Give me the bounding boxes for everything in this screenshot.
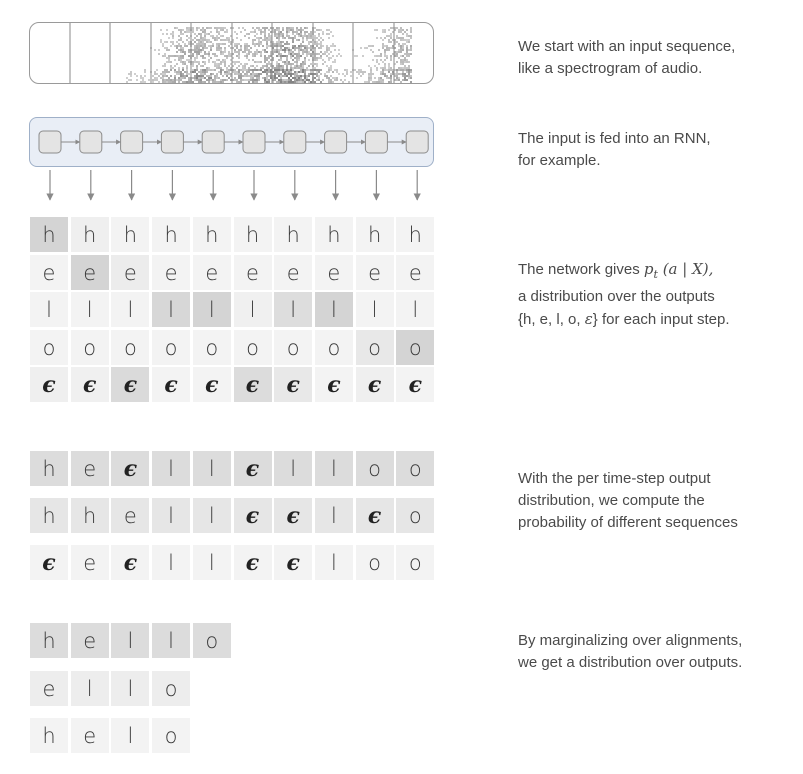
distribution-cell-l: l [152,292,190,327]
distribution-cell-h: h [152,217,190,252]
rnn-cell [121,131,143,153]
distribution-cell-o: o [193,330,231,365]
alignment-cell: ϵ [30,545,68,580]
distribution-cell-o: o [71,330,109,365]
distribution-cell-epsilon: ϵ [396,367,434,402]
output-cell: o [152,671,190,706]
distribution-cell-epsilon: ϵ [111,367,149,402]
distribution-cell-h: h [111,217,149,252]
output-cell: l [111,623,149,658]
caption-marginalize [518,630,798,674]
alignment-cell: l [193,498,231,533]
distribution-cell-o: o [152,330,190,365]
alignment-cell: ϵ [274,545,312,580]
math-t-subscript: t [653,268,658,281]
distribution-cell-l: l [396,292,434,327]
output-cell: h [30,623,68,658]
distribution-cell-e: e [234,255,272,290]
distribution-cell-o: o [30,330,68,365]
alignment-cell: e [111,498,149,533]
caption-rnn [518,128,798,172]
alignment-cell: h [71,498,109,533]
distribution-cell-l: l [356,292,394,327]
output-cell: l [152,623,190,658]
rnn-cell [325,131,347,153]
math-p-symbol: p [643,260,654,278]
distribution-cell-e: e [274,255,312,290]
alignment-cell: o [356,451,394,486]
rnn-cell [365,131,387,153]
rnn-cell [202,131,224,153]
distribution-cell-l: l [30,292,68,327]
output-cell: l [111,718,149,753]
rnn-diagram [0,0,803,205]
distribution-cell-e: e [30,255,68,290]
caption-input-line-2: like a spectrogram of audio. [518,60,703,77]
distribution-cell-epsilon: ϵ [315,367,353,402]
caption-rnn-line-1: The input is fed into an RNN, [518,130,711,147]
rnn-cell [80,131,102,153]
distribution-cell-e: e [111,255,149,290]
rnn-cell [161,131,183,153]
distribution-cell-e: e [315,255,353,290]
caption-network [518,258,798,331]
alignment-cell: h [30,498,68,533]
distribution-cell-h: h [396,217,434,252]
alignment-cell: ϵ [234,498,272,533]
alignment-cell: l [274,451,312,486]
alignment-cell: ϵ [111,545,149,580]
caption-network-line-3 [518,308,798,331]
alignment-cell: l [315,451,353,486]
distribution-cell-epsilon: ϵ [71,367,109,402]
caption-marginalize-line-2: we get a distribution over outputs. [518,654,743,671]
distribution-cell-h: h [193,217,231,252]
alignment-cell: l [152,545,190,580]
distribution-cell-l: l [111,292,149,327]
caption-input-line-1: We start with an input sequence, [518,38,736,55]
distribution-cell-o: o [274,330,312,365]
output-cell: e [30,671,68,706]
distribution-cell-o: o [111,330,149,365]
alignment-cell: l [315,498,353,533]
math-p [643,260,658,281]
rnn-cell [39,131,61,153]
rnn-cell [243,131,265,153]
caption-alignments [518,468,798,534]
rnn-cell [406,131,428,153]
alignment-cell: o [396,545,434,580]
distribution-cell-e: e [356,255,394,290]
distribution-cell-h: h [356,217,394,252]
distribution-cell-epsilon: ϵ [274,367,312,402]
distribution-cell-e: e [71,255,109,290]
distribution-cell-e: e [396,255,434,290]
alignment-cell: l [315,545,353,580]
caption-alignments-line-1: With the per time-step output [518,470,711,487]
alignment-cell: ϵ [111,451,149,486]
distribution-cell-l: l [234,292,272,327]
alignment-cell: o [396,498,434,533]
distribution-cell-l: l [315,292,353,327]
distribution-cell-l: l [274,292,312,327]
alignment-cell: l [152,498,190,533]
alignment-cell: ϵ [356,498,394,533]
rnn-cell [284,131,306,153]
output-cell: l [71,671,109,706]
distribution-cell-e: e [152,255,190,290]
alignment-cell: ϵ [234,451,272,486]
caption-network-prefix: The network gives [518,261,644,278]
distribution-cell-o: o [396,330,434,365]
alignment-cell: l [193,451,231,486]
caption-rnn-line-2: for example. [518,152,601,169]
alignment-cell: o [396,451,434,486]
alignment-cell: ϵ [274,498,312,533]
distribution-cell-epsilon: ϵ [152,367,190,402]
distribution-cell-o: o [356,330,394,365]
output-cell: e [71,623,109,658]
output-cell: o [152,718,190,753]
caption-marginalize-line-1: By marginalizing over alignments, [518,632,743,649]
distribution-cell-e: e [193,255,231,290]
caption-network-line-3-prefix: {h, e, l, o, [518,311,585,328]
distribution-cell-l: l [193,292,231,327]
alignment-cell: h [30,451,68,486]
output-cell: h [30,718,68,753]
distribution-cell-h: h [315,217,353,252]
caption-alignments-line-3: probability of different sequences [518,514,738,531]
alignment-cell: e [71,451,109,486]
caption-network-line-3-suffix: } for each input step. [592,311,730,328]
output-cell: e [71,718,109,753]
distribution-cell-epsilon: ϵ [193,367,231,402]
distribution-cell-o: o [315,330,353,365]
alignment-cell: o [356,545,394,580]
distribution-cell-h: h [234,217,272,252]
distribution-cell-l: l [71,292,109,327]
alignment-cell: l [152,451,190,486]
distribution-cell-h: h [30,217,68,252]
alignment-cell: ϵ [234,545,272,580]
distribution-cell-epsilon: ϵ [356,367,394,402]
output-cell: o [193,623,231,658]
output-cell: l [111,671,149,706]
distribution-cell-epsilon: ϵ [234,367,272,402]
caption-network-line-1 [518,258,798,286]
distribution-cell-h: h [274,217,312,252]
alignment-cell: e [71,545,109,580]
math-rest: (a | X), [657,260,714,278]
caption-epsilon: ε [584,310,593,328]
distribution-cell-h: h [71,217,109,252]
caption-network-line-2: a distribution over the outputs [518,288,715,305]
alignment-cell: l [193,545,231,580]
distribution-cell-o: o [234,330,272,365]
caption-alignments-line-2: distribution, we compute the [518,492,705,509]
distribution-cell-epsilon: ϵ [30,367,68,402]
